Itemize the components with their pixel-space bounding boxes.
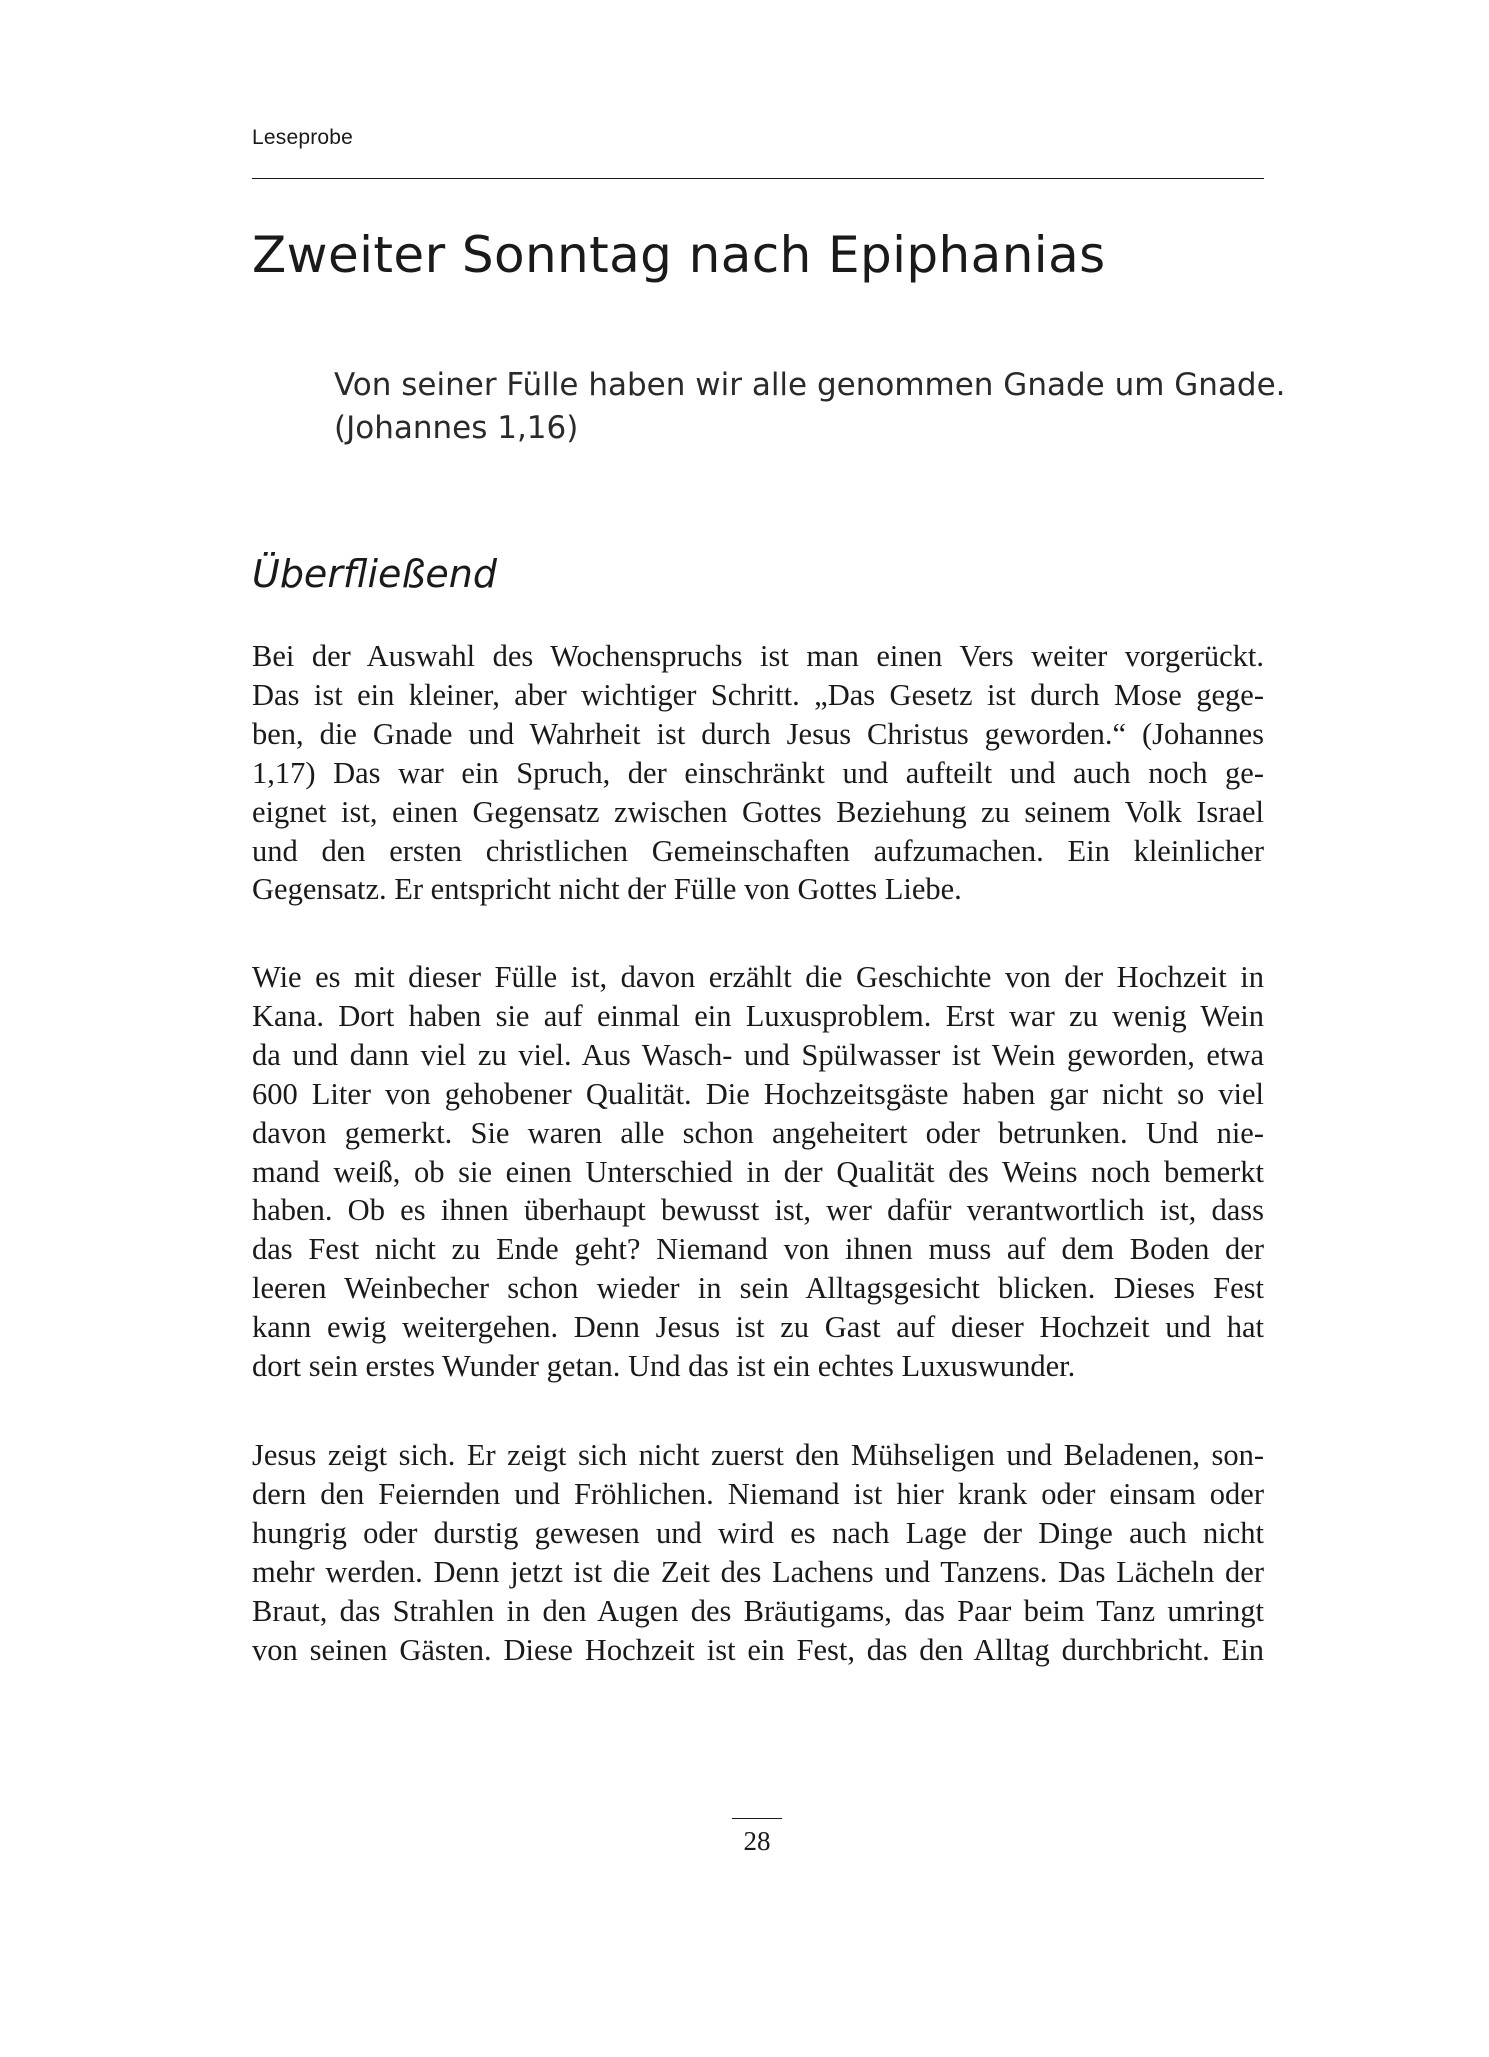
text-line: Bei der Auswahl des Wochenspruchs ist man einen Vers weiter vorgerückt.: [252, 639, 1264, 673]
text-line: Gegensatz. Er entspricht nicht der Fülle von Gottes Liebe.: [252, 872, 962, 907]
paragraph-3: [252, 1436, 1264, 1669]
text-line: 1,17) Das war ein Spruch, der einschränkt und aufteilt und auch noch ge-: [252, 755, 1264, 790]
epigraph: [334, 364, 1286, 450]
epigraph-quote: Von seiner Fülle haben wir alle genommen Gnade um Gnade.: [334, 367, 1286, 403]
text-line: dern den Feiernden und Fröhlichen. Niemand ist hier krank oder einsam oder: [252, 1476, 1264, 1511]
text-line: Braut, das Strahlen in den Augen des Bräutigams, das Paar beim Tanz umringt: [252, 1593, 1264, 1628]
text-line: haben. Ob es ihnen überhaupt bewusst ist, wer dafür verantwortlich ist, dass: [252, 1193, 1264, 1228]
text-line: da und dann viel zu viel. Aus Wasch- und Spülwasser ist Wein geworden, etwa: [252, 1037, 1264, 1072]
text-line: leeren Weinbecher schon wieder in sein Alltagsgesicht blicken. Dieses Fest: [252, 1271, 1264, 1306]
text-line: Jesus zeigt sich. Er zeigt sich nicht zuerst den Mühseligen und Beladenen, son-: [252, 1438, 1264, 1472]
text-line: Kana. Dort haben sie auf einmal ein Luxusproblem. Erst war zu wenig Wein: [252, 998, 1264, 1033]
header-rule: [252, 178, 1264, 179]
text-line: Das ist ein kleiner, aber wichtiger Schritt. „Das Gesetz ist durch Mose gege-: [252, 677, 1264, 712]
folio-rule: [732, 1818, 782, 1819]
text-line: hungrig oder durstig gewesen und wird es nach Lage der Dinge auch nicht: [252, 1515, 1264, 1550]
text-line: mehr werden. Denn jetzt ist die Zeit des Lachens und Tanzens. Das Lächeln der: [252, 1554, 1264, 1589]
text-line: 600 Liter von gehobener Qualität. Die Hochzeitsgäste haben gar nicht so viel: [252, 1076, 1264, 1111]
epigraph-reference: (Johannes 1,16): [334, 410, 579, 446]
text-line: mand weiß, ob sie einen Unterschied in der Qualität des Weins noch bemerkt: [252, 1154, 1264, 1189]
text-line: das Fest nicht zu Ende geht? Niemand von ihnen muss auf dem Boden der: [252, 1232, 1264, 1267]
text-line: dort sein erstes Wunder getan. Und das ist ein echtes Luxuswunder.: [252, 1349, 1076, 1384]
chapter-title: Zweiter Sonntag nach Epiphanias: [252, 226, 1106, 284]
section-title: Überfließend: [252, 552, 497, 596]
text-line: ben, die Gnade und Wahrheit ist durch Jesus Christus geworden.“ (Johannes: [252, 716, 1264, 751]
running-head: Leseprobe: [252, 126, 354, 149]
text-line: und den ersten christlichen Gemeinschaften aufzumachen. Ein kleinlicher: [252, 833, 1264, 868]
text-line: davon gemerkt. Sie waren alle schon angeheitert oder betrunken. Und nie-: [252, 1115, 1264, 1150]
paragraph-1: [252, 637, 1264, 909]
text-line: eignet ist, einen Gegensatz zwischen Gottes Beziehung zu seinem Volk Israel: [252, 794, 1264, 829]
paragraph-2: [252, 958, 1264, 1386]
text-line: Wie es mit dieser Fülle ist, davon erzählt die Geschichte von der Hochzeit in: [252, 960, 1264, 994]
text-line: kann ewig weitergehen. Denn Jesus ist zu Gast auf dieser Hochzeit und hat: [252, 1310, 1264, 1345]
page-number: 28: [743, 1826, 771, 1856]
text-line: von seinen Gästen. Diese Hochzeit ist ein Fest, das den Alltag durchbricht. Ein: [252, 1632, 1264, 1667]
